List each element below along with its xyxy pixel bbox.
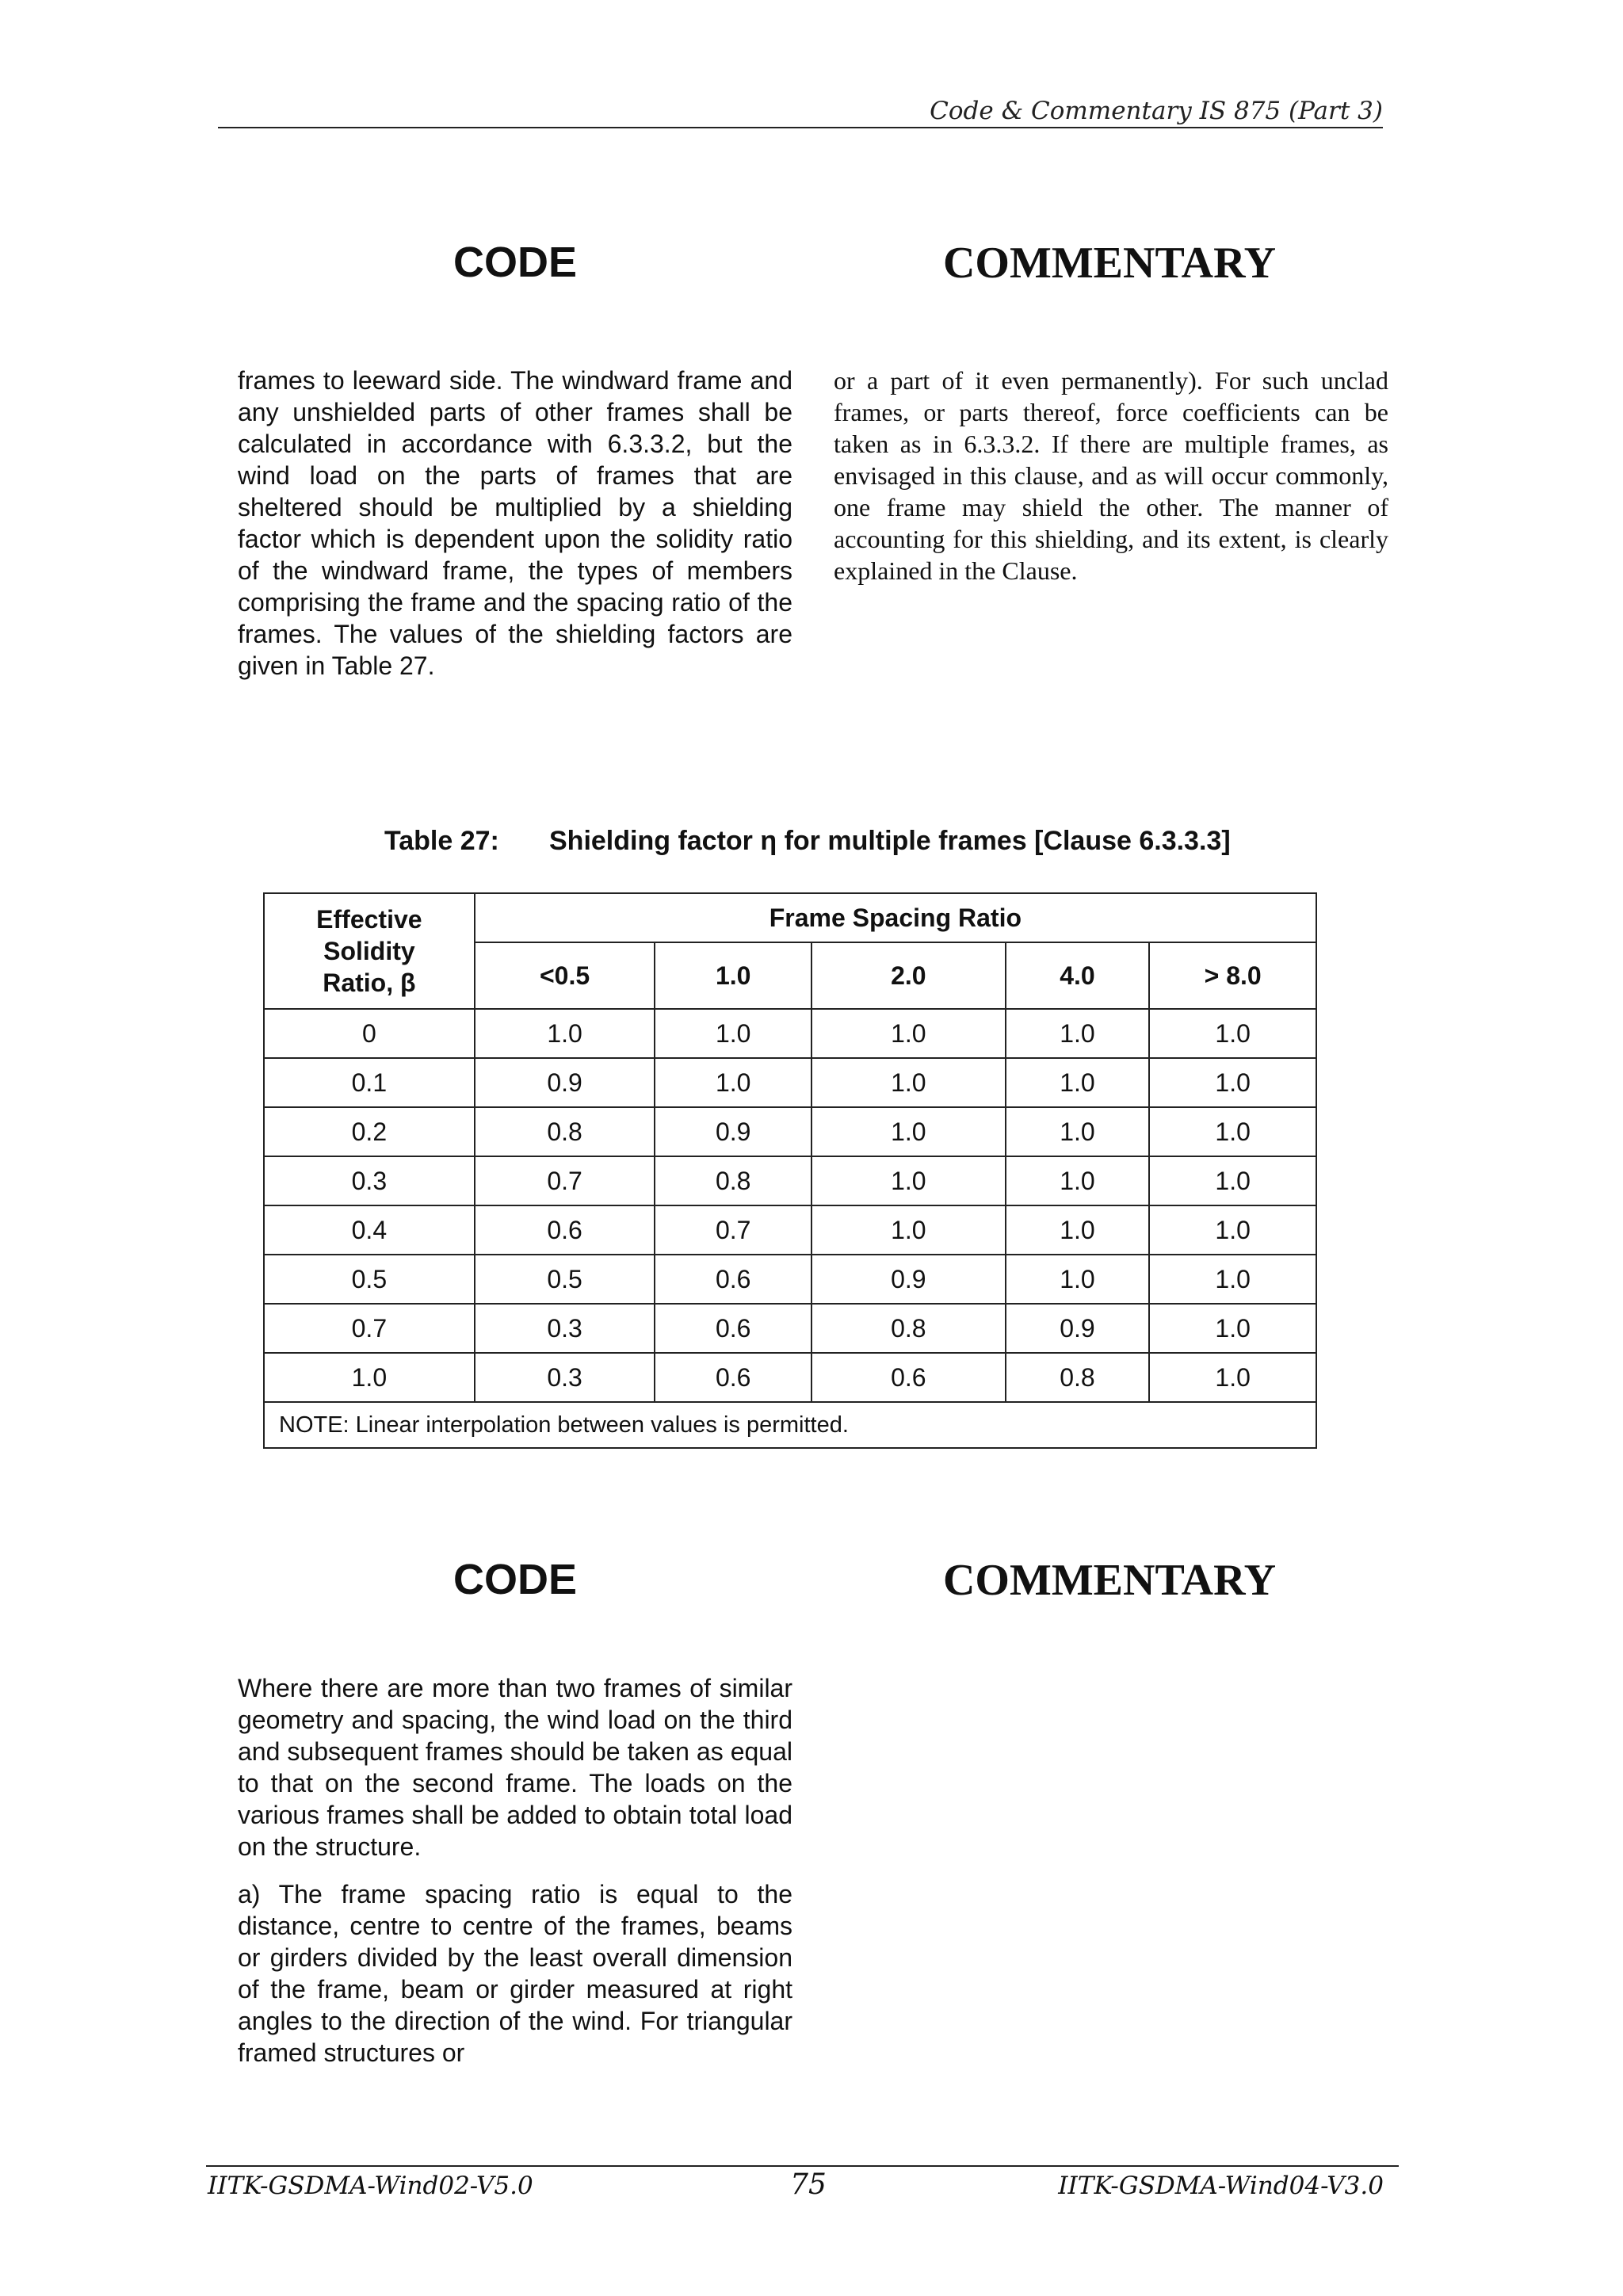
table-cell: 1.0 — [1149, 1107, 1316, 1156]
column-header: > 8.0 — [1149, 942, 1316, 1009]
page-number: 75 — [790, 2168, 827, 2201]
table-title: Shielding factor η for multiple frames [Clause 6.3.3.3] — [549, 826, 1231, 856]
column-header: 1.0 — [655, 942, 812, 1009]
table-cell: 1.0 — [1149, 1255, 1316, 1304]
table-cell: 1.0 — [1006, 1255, 1150, 1304]
table-row — [264, 1156, 1316, 1205]
table-cell: 1.0 — [1006, 1205, 1150, 1255]
table-cell: 1.0 — [812, 1058, 1006, 1107]
column-header: 4.0 — [1006, 942, 1150, 1009]
table-cell: 0.8 — [475, 1107, 655, 1156]
code-heading-1: CODE — [453, 239, 577, 286]
table-cell: 0.6 — [812, 1353, 1006, 1402]
running-header: Code & Commentary IS 875 (Part 3) — [930, 97, 1383, 125]
code-text-2-para2: a) The frame spacing ratio is equal to the distance, centre to centre of the frames, beams or girders divided by the least overall dimension of the frame, beam or girder measured at right angles to the direction of the wind. For triangular framed structures or — [238, 1880, 792, 2067]
table-note: NOTE: Linear interpolation between values is permitted. — [264, 1402, 1316, 1448]
table-cell: 0.3 — [264, 1156, 475, 1205]
table-cell: 0.6 — [655, 1255, 812, 1304]
table-cell: 0.2 — [264, 1107, 475, 1156]
table-cell: 0 — [264, 1009, 475, 1058]
column-header: <0.5 — [475, 942, 655, 1009]
table-cell: 0.3 — [475, 1353, 655, 1402]
row-header-cell — [264, 893, 475, 1009]
table-caption — [384, 826, 1335, 857]
table-cell: 0.9 — [475, 1058, 655, 1107]
table-cell: 0.6 — [655, 1353, 812, 1402]
code-text-2-para1: Where there are more than two frames of similar geometry and spacing, the wind load on the third and subsequent frames should be taken as equal to that on the second frame. The loads on the various frames shall be added to obtain total load on the structure. — [238, 1674, 792, 1861]
table-cell: 0.5 — [264, 1255, 475, 1304]
table-cell: 0.1 — [264, 1058, 475, 1107]
code-heading-2: CODE — [453, 1556, 577, 1603]
table-cell: 1.0 — [1149, 1304, 1316, 1353]
table-row — [264, 1304, 1316, 1353]
table-cell: 1.0 — [812, 1009, 1006, 1058]
table-cell: 0.7 — [655, 1205, 812, 1255]
table-cell: 0.8 — [812, 1304, 1006, 1353]
group-header-cell: Frame Spacing Ratio — [475, 893, 1316, 942]
table-cell: 1.0 — [812, 1205, 1006, 1255]
table-cell: 0.9 — [655, 1107, 812, 1156]
table-row — [264, 1058, 1316, 1107]
commentary-heading-2: COMMENTARY — [942, 1556, 1277, 1605]
table-number: Table 27: — [384, 826, 499, 856]
header-rule — [218, 127, 1383, 128]
table-cell: 1.0 — [1006, 1009, 1150, 1058]
table-cell: 1.0 — [655, 1009, 812, 1058]
footer-left: IITK-GSDMA-Wind02-V5.0 — [208, 2172, 533, 2200]
shielding-factor-table — [263, 892, 1317, 1449]
table-cell: 0.5 — [475, 1255, 655, 1304]
table-row — [264, 1009, 1316, 1058]
table-cell: 1.0 — [1149, 1156, 1316, 1205]
table-cell: 0.9 — [1006, 1304, 1150, 1353]
table-cell: 0.7 — [475, 1156, 655, 1205]
table-cell: 1.0 — [812, 1107, 1006, 1156]
table-cell: 1.0 — [1006, 1107, 1150, 1156]
column-header: 2.0 — [812, 942, 1006, 1009]
table-cell: 0.9 — [812, 1255, 1006, 1304]
footer-rule — [206, 2165, 1399, 2167]
table-cell: 1.0 — [812, 1156, 1006, 1205]
table-cell: 1.0 — [655, 1058, 812, 1107]
commentary-heading-1: COMMENTARY — [942, 239, 1277, 288]
table-row — [264, 1107, 1316, 1156]
table-row — [264, 1205, 1316, 1255]
commentary-text-1: or a part of it even permanently). For such unclad frames, or parts thereof, force coefficients can be taken as in 6.3.3.2. If there are multiple frames, as envisaged in this clause, and as will occur commonly, one frame may shield the other. The manner of accounting for this shielding, and its extent, is clearly explained in the Clause. — [834, 366, 1388, 585]
table-cell: 0.6 — [655, 1304, 812, 1353]
table-cell: 0.4 — [264, 1205, 475, 1255]
table-cell: 1.0 — [1149, 1205, 1316, 1255]
table-row — [264, 1255, 1316, 1304]
table-cell: 0.3 — [475, 1304, 655, 1353]
table-cell: 1.0 — [1006, 1058, 1150, 1107]
table-row — [264, 1353, 1316, 1402]
table-cell: 1.0 — [1006, 1156, 1150, 1205]
table-cell: 1.0 — [264, 1353, 475, 1402]
footer-right: IITK-GSDMA-Wind04-V3.0 — [1058, 2172, 1384, 2200]
table-cell: 0.7 — [264, 1304, 475, 1353]
row-header-label: Effective Solidity Ratio, β — [316, 905, 422, 997]
table-cell: 1.0 — [1149, 1353, 1316, 1402]
table-cell: 1.0 — [475, 1009, 655, 1058]
table-cell: 0.6 — [475, 1205, 655, 1255]
code-text-1: frames to leeward side. The windward frame and any unshielded parts of other frames shall be calculated in accordance with 6.3.3.2, but the wind load on the parts of frames that are sheltered should be multiplied by a shielding factor which is dependent upon the solidity ratio of the windward frame, the types of members comprising the frame and the spacing ratio of the frames. The values of the shielding factors are given in Table 27. — [238, 366, 792, 680]
table-cell: 0.8 — [655, 1156, 812, 1205]
table-cell: 0.8 — [1006, 1353, 1150, 1402]
table-cell: 1.0 — [1149, 1058, 1316, 1107]
table-cell: 1.0 — [1149, 1009, 1316, 1058]
